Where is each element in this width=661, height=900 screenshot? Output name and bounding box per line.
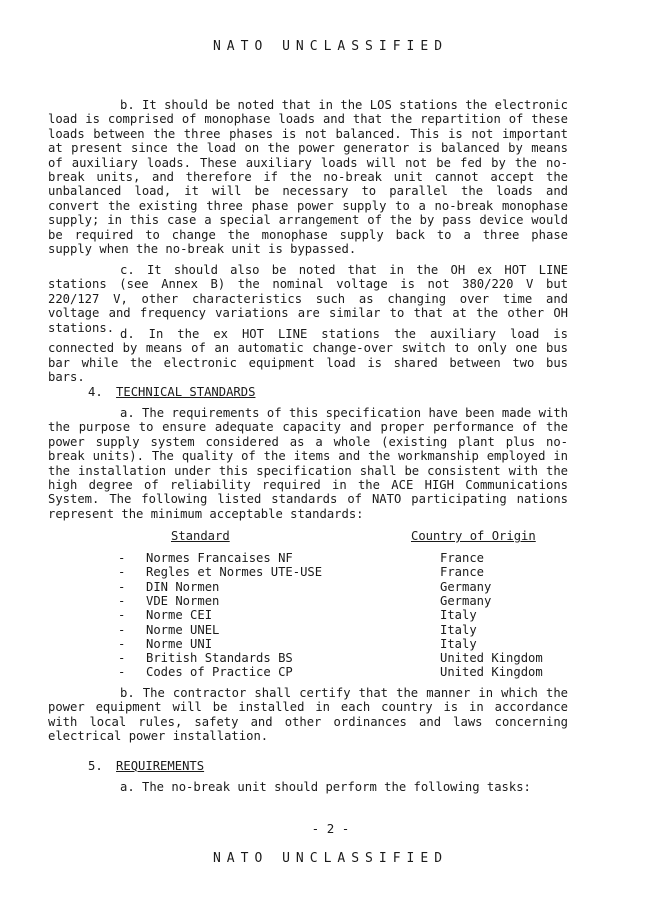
country-of-origin: Italy	[440, 622, 477, 637]
row-bullet: -	[118, 622, 126, 637]
section-4-heading	[88, 385, 255, 399]
classification-header: NATO UNCLASSIFIED	[212, 39, 449, 54]
paragraph-3c: c. It should also be noted that in the OH ex HOT LINE stations (see Annex B) the nominal voltage is not 380/220 V but 220/127 V, other characteristics such as changing over time and voltage and frequency variations are similar to that at the other OH stations.	[48, 263, 568, 335]
section-5-number: 5.	[88, 759, 103, 773]
row-bullet: -	[118, 579, 126, 594]
table-row	[0, 665, 661, 679]
standard-name: Regles et Normes UTE-USE	[146, 565, 323, 580]
paragraph-3b: b. It should be noted that in the LOS stations the electronic load is comprised of monophase loads and that the repartition of these loads between the three phases is not balanced. This is not important at present since the load on the power generator is balanced by means of auxiliary loads. These auxiliary loads will not be fed by the no-break units, and therefore if the no-break unit cannot accept the unbalanced load, it will be necessary to parallel the loads and convert the existing three phase power supply to a no-break monophase supply; in this case a special arrangement of the by pass device would be required to change the monophase supply back to a three phase supply when the no-break unit is bypassed.	[48, 98, 568, 257]
standard-name: British Standards BS	[146, 651, 293, 666]
column-header-standard: Standard	[171, 529, 230, 543]
paragraph-4b: b. The contractor shall certify that the manner in which the power equipment will be installed in each country is in accordance with local rules, safety and other ordinances and laws concerning electrical power installation.	[48, 686, 568, 744]
standard-name: Norme UNEL	[146, 622, 220, 637]
paragraph-4a: a. The requirements of this specification have been made with the purpose to ensure adequate capacity and proper performance of the power supply system considered as a whole (existing plant plus no-break units). The quality of the items and the workmanship employed in the installation under this specification shall be consistent with the high degree of reliability required in the ACE HIGH Communications System. The following listed standards of NATO participating nations represent the minimum acceptable standards:	[48, 406, 568, 521]
table-row	[0, 608, 661, 622]
table-row	[0, 637, 661, 651]
column-header-country: Country of Origin	[411, 529, 536, 543]
row-bullet: -	[118, 665, 126, 680]
section-4-number: 4.	[88, 385, 103, 399]
country-of-origin: Germany	[440, 593, 492, 608]
table-row	[0, 594, 661, 608]
table-header	[0, 529, 661, 545]
standard-name: VDE Normen	[146, 593, 220, 608]
section-5-heading	[88, 759, 204, 773]
standard-name: Norme UNI	[146, 636, 213, 651]
table-row	[0, 623, 661, 637]
standard-name: Codes of Practice CP	[146, 665, 293, 680]
row-bullet: -	[118, 651, 126, 666]
country-of-origin: France	[440, 565, 485, 580]
country-of-origin: Germany	[440, 579, 492, 594]
classification-footer: NATO UNCLASSIFIED	[212, 851, 449, 866]
country-of-origin: Italy	[440, 608, 477, 623]
paragraph-3d: d. In the ex HOT LINE stations the auxiliary load is connected by means of an automatic change-over switch to only one bus bar while the electronic equipment load is shared between two bus bars.	[48, 327, 568, 385]
section-4-title: TECHNICAL STANDARDS	[116, 385, 256, 399]
row-bullet: -	[118, 593, 126, 608]
country-of-origin: France	[440, 551, 485, 565]
row-bullet: -	[118, 636, 126, 651]
row-bullet: -	[118, 608, 126, 623]
table-row	[0, 551, 661, 565]
section-5-title: REQUIREMENTS	[116, 759, 205, 773]
country-of-origin: United Kingdom	[440, 665, 543, 680]
paragraph-5a: a. The no-break unit should perform the following tasks:	[120, 780, 531, 794]
country-of-origin: Italy	[440, 636, 477, 651]
row-bullet: -	[118, 551, 126, 565]
table-row	[0, 580, 661, 594]
table-row	[0, 651, 661, 665]
standard-name: Norme CEI	[146, 608, 213, 623]
standard-name: Normes Francaises NF	[146, 551, 293, 565]
standard-name: DIN Normen	[146, 579, 220, 594]
country-of-origin: United Kingdom	[440, 651, 543, 666]
table-row	[0, 565, 661, 579]
row-bullet: -	[118, 565, 126, 580]
page-number: - 2 -	[311, 821, 350, 836]
